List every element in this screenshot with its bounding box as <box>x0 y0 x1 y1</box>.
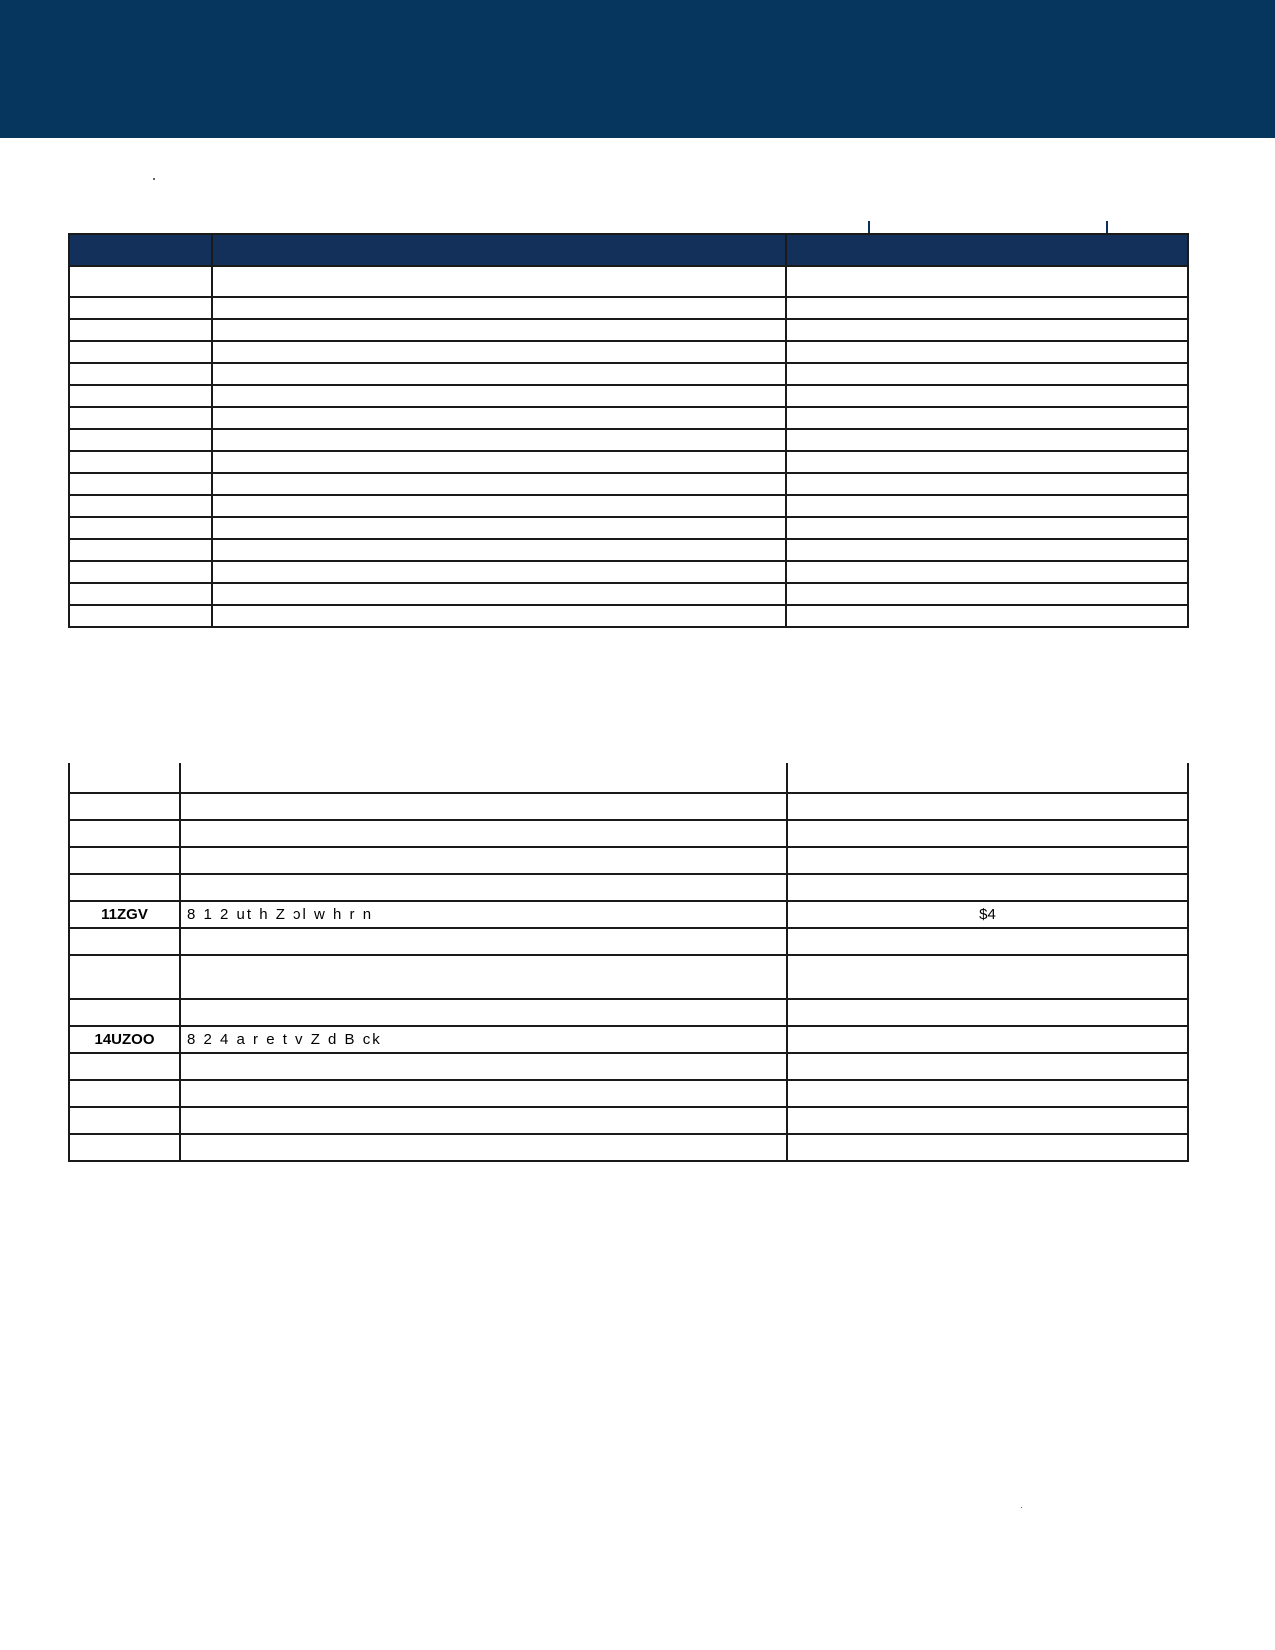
table-cell <box>212 473 786 495</box>
table-cell <box>212 429 786 451</box>
description-cell <box>180 1053 787 1080</box>
code-cell <box>69 847 180 874</box>
table-row <box>69 901 1188 928</box>
table-cell <box>786 363 1188 385</box>
table-row <box>69 820 1188 847</box>
description-cell <box>180 763 787 793</box>
table-cell <box>212 495 786 517</box>
table-cell <box>212 385 786 407</box>
amount-cell <box>787 874 1188 901</box>
stray-mark <box>1021 1507 1022 1508</box>
table-cell <box>786 407 1188 429</box>
table-row <box>69 266 1188 297</box>
table-cell <box>786 429 1188 451</box>
amount-cell <box>787 847 1188 874</box>
amount-cell <box>787 999 1188 1026</box>
table-cell <box>212 297 786 319</box>
code-cell <box>69 955 180 999</box>
table-cell <box>69 341 212 363</box>
table-cell <box>786 319 1188 341</box>
table-cell <box>786 539 1188 561</box>
amount-cell <box>787 1026 1188 1053</box>
description-cell <box>180 793 787 820</box>
table-cell <box>786 561 1188 583</box>
table-cell <box>786 266 1188 297</box>
description-cell <box>180 820 787 847</box>
table-cell <box>69 539 212 561</box>
table-row <box>69 1134 1188 1161</box>
amount-cell <box>787 1107 1188 1134</box>
table-cell <box>69 517 212 539</box>
amount-cell <box>787 955 1188 999</box>
table-cell <box>786 341 1188 363</box>
table-row <box>69 763 1188 793</box>
table-2 <box>68 763 1189 1162</box>
code-cell <box>69 763 180 793</box>
table-cell <box>212 583 786 605</box>
table-row <box>69 999 1188 1026</box>
table-cell <box>212 407 786 429</box>
description-cell: 8 1 2 ut h Z ɔl w h r n <box>180 901 787 928</box>
table-cell <box>212 363 786 385</box>
table-cell <box>786 473 1188 495</box>
table-row <box>69 539 1188 561</box>
code-cell <box>69 999 180 1026</box>
description-cell <box>180 928 787 955</box>
code-cell <box>69 1080 180 1107</box>
table-row <box>69 341 1188 363</box>
table-cell <box>69 605 212 627</box>
table-cell <box>69 297 212 319</box>
amount-cell <box>787 820 1188 847</box>
table-cell <box>786 385 1188 407</box>
table-cell <box>69 266 212 297</box>
table-cell <box>69 385 212 407</box>
table-row <box>69 928 1188 955</box>
table-row <box>69 847 1188 874</box>
description-cell: 8 2 4 a r e t v Z d B ck <box>180 1026 787 1053</box>
table-row <box>69 473 1188 495</box>
table-cell <box>69 407 212 429</box>
table-cell <box>212 561 786 583</box>
description-cell <box>180 1080 787 1107</box>
table-row <box>69 495 1188 517</box>
table-row <box>69 1107 1188 1134</box>
table-cell <box>69 363 212 385</box>
table-row <box>69 1026 1188 1053</box>
table-cell <box>212 266 786 297</box>
code-cell <box>69 1053 180 1080</box>
table-cell <box>69 495 212 517</box>
table-row <box>69 517 1188 539</box>
amount-cell <box>787 1134 1188 1161</box>
header-cell <box>69 234 212 266</box>
table-cell <box>786 517 1188 539</box>
amount-cell: $4 <box>787 901 1188 928</box>
code-cell <box>69 928 180 955</box>
table-row <box>69 429 1188 451</box>
table-row <box>69 874 1188 901</box>
header-cell <box>212 234 786 266</box>
table-cell <box>69 451 212 473</box>
table-row <box>69 297 1188 319</box>
code-cell <box>69 1107 180 1134</box>
table-cell <box>786 495 1188 517</box>
code-cell: 14UZOO <box>69 1026 180 1053</box>
table-cell <box>69 561 212 583</box>
code-cell <box>69 820 180 847</box>
table-row <box>69 1080 1188 1107</box>
code-cell <box>69 1134 180 1161</box>
table-row <box>69 319 1188 341</box>
table-cell <box>69 319 212 341</box>
table-cell <box>69 473 212 495</box>
table-row <box>69 407 1188 429</box>
table-1 <box>68 233 1189 628</box>
description-cell <box>180 1107 787 1134</box>
amount-cell <box>787 793 1188 820</box>
table-row <box>69 583 1188 605</box>
table-row <box>69 793 1188 820</box>
table-row <box>69 955 1188 999</box>
code-cell <box>69 793 180 820</box>
table-1-body <box>69 266 1188 627</box>
header-banner <box>0 0 1275 138</box>
amount-cell <box>787 928 1188 955</box>
table-row <box>69 1053 1188 1080</box>
table-cell <box>212 605 786 627</box>
table-header <box>69 234 1188 266</box>
code-cell <box>69 874 180 901</box>
table-row <box>69 451 1188 473</box>
table-cell <box>212 539 786 561</box>
table-cell <box>786 605 1188 627</box>
description-cell <box>180 955 787 999</box>
table-cell <box>69 583 212 605</box>
table-cell <box>786 451 1188 473</box>
table-row <box>69 605 1188 627</box>
table-cell <box>212 517 786 539</box>
table-row <box>69 363 1188 385</box>
table-cell <box>212 341 786 363</box>
description-cell <box>180 874 787 901</box>
amount-cell <box>787 1080 1188 1107</box>
header-cell <box>786 234 1188 266</box>
table-row <box>69 385 1188 407</box>
table-cell <box>69 429 212 451</box>
description-cell <box>180 999 787 1026</box>
table-cell <box>212 451 786 473</box>
description-cell <box>180 847 787 874</box>
description-cell <box>180 1134 787 1161</box>
code-cell: 11ZGV <box>69 901 180 928</box>
amount-cell <box>787 1053 1188 1080</box>
table-cell <box>212 319 786 341</box>
table-cell <box>786 583 1188 605</box>
table-2-body <box>69 763 1188 1161</box>
stray-mark <box>153 178 155 180</box>
table-row <box>69 561 1188 583</box>
amount-cell <box>787 763 1188 793</box>
table-cell <box>786 297 1188 319</box>
